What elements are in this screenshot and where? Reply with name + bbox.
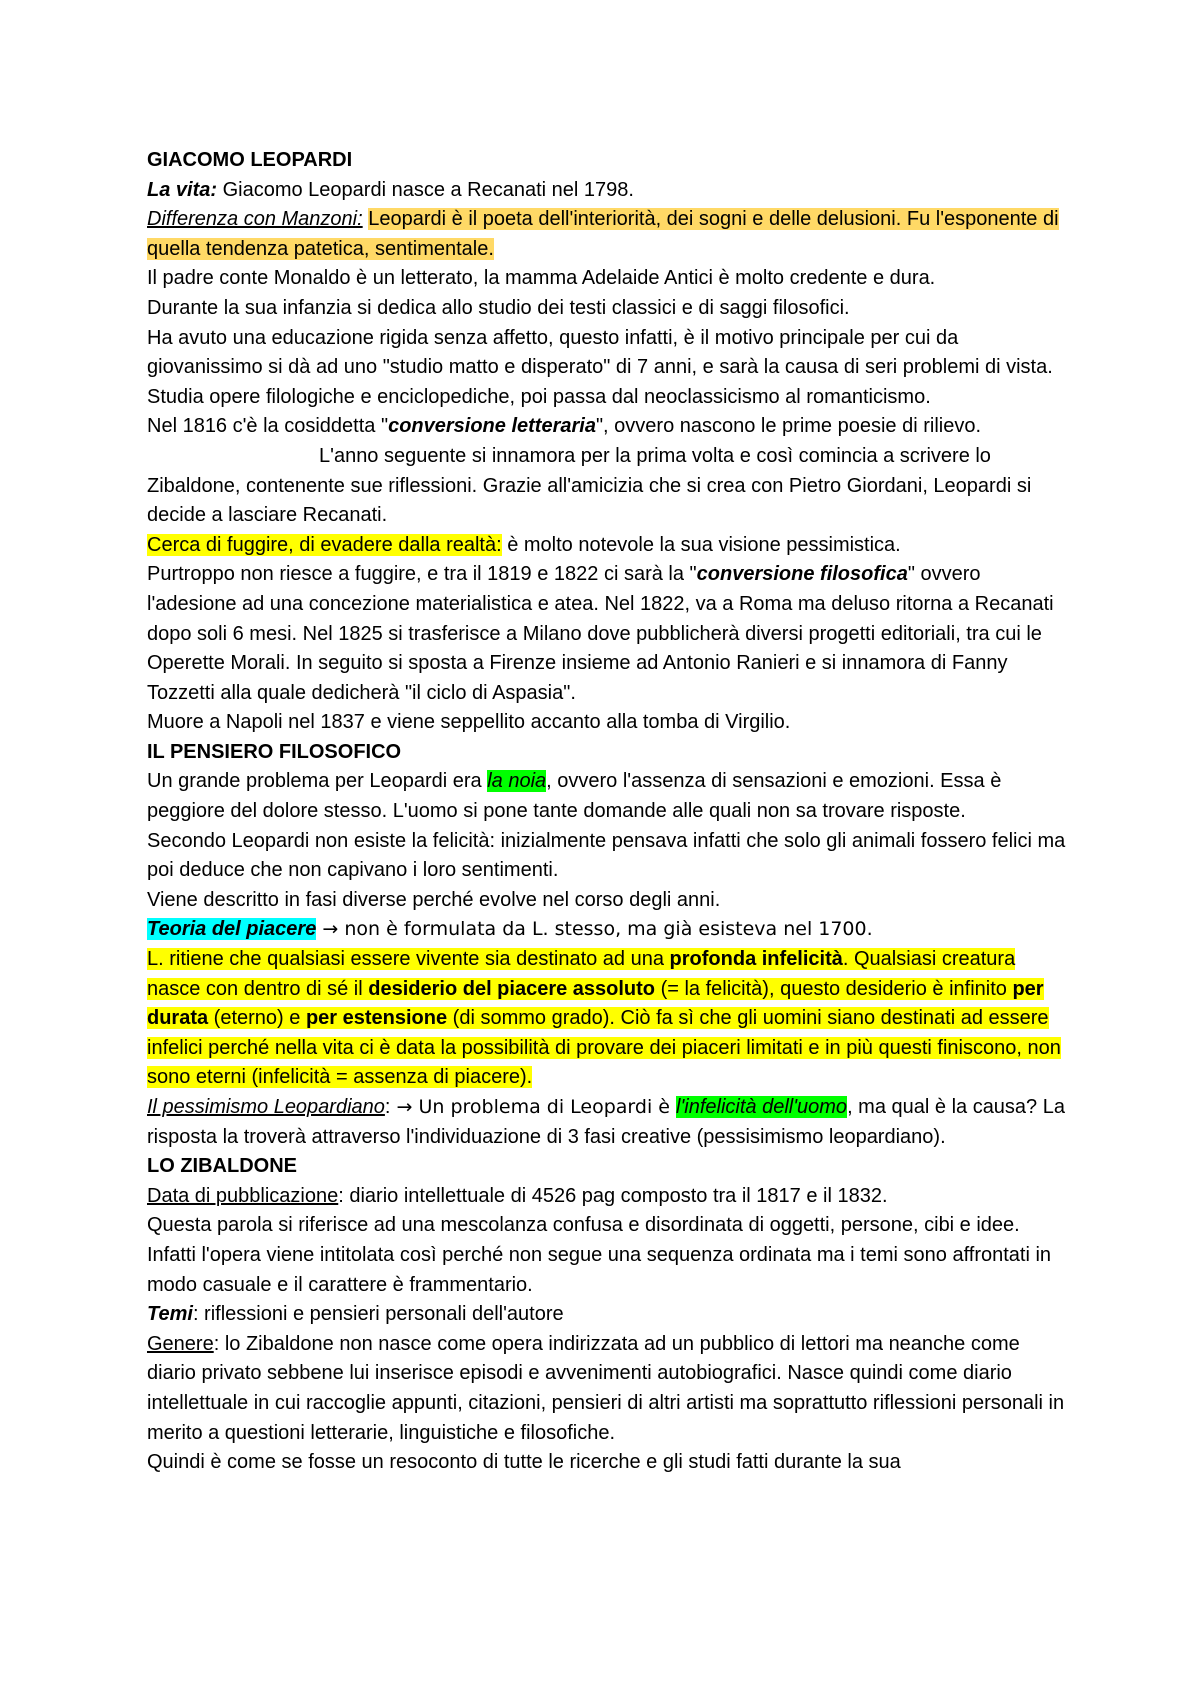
pessimismo-label: Il pessimismo Leopardiano xyxy=(147,1096,385,1118)
conversione-term: conversione letteraria xyxy=(388,415,596,438)
paragraph-noia xyxy=(147,767,1072,826)
heading-zibaldone: LO ZIBALDONE xyxy=(147,1155,297,1178)
filosofica-after: " ovvero l'adesione ad una concezione materialistica e atea. Nel 1822, va a Roma ma deluso ritorna a Recanati dopo soli 6 mesi. Nel 1825 si trasferisce a Milano dove pubblicherà diversi progetti editoriali, tra cui le Operette Morali. In seguito si sposta a Firenze insieme ad Antonio Ranieri e si innamora di Fanny Tozzetti alla quale dedicherà "il ciclo di Aspasia". xyxy=(147,563,1054,704)
teoria-label: Teoria del piacere xyxy=(147,918,317,941)
piacere-highlight xyxy=(147,948,1061,1088)
piacere-text-5: (di sommo grado). Ciò fa sì che gli uomini siano destinati ad essere infelici perché nella vita ci è data la possibilità di provare dei piaceri limitati e in più questi finiscono, non sono eterni (infelicità = assenza di piacere). xyxy=(147,1007,1061,1089)
paragraph-piacere xyxy=(147,945,1072,1093)
paragraph-manzoni xyxy=(147,205,1072,264)
piacere-text-1: L. ritiene che qualsiasi essere vivente sia destinato ad una xyxy=(147,948,670,971)
temi-label: Temi xyxy=(147,1303,193,1326)
temi-text: : riflessioni e pensieri personali dell'autore xyxy=(192,1303,564,1326)
manzoni-label: Differenza con Manzoni: xyxy=(147,208,363,231)
paragraph-data xyxy=(147,1182,1072,1212)
paragraph-parola: Questa parola si riferisce ad una mescolanza confusa e disordinata di oggetti, persone, cibi e idee. Infatti l'opera viene intitolata così perché non segue una sequenza ordinata ma i temi sono affrontati in modo casuale e il carattere è frammentario. xyxy=(147,1214,1052,1296)
piacere-text-3: (= la felicità), questo desiderio è infinito xyxy=(655,977,1013,1000)
piacere-bold-3: per durata xyxy=(147,977,1044,1030)
paragraph-vita xyxy=(147,176,1072,206)
filosofica-before: Purtroppo non riesce a fuggire, e tra il 1819 e 1822 ci sarà la " xyxy=(147,563,697,586)
paragraph-felicita: Secondo Leopardi non esiste la felicità: inizialmente pensava infatti che solo gli animali fossero felici ma poi deduce che non capivano i loro sentimenti. xyxy=(147,829,1066,882)
document-title: GIACOMO LEOPARDI xyxy=(147,149,353,171)
data-label: Data di pubblicazione xyxy=(147,1184,339,1207)
genere-label: Genere xyxy=(147,1332,214,1355)
paragraph-educazione: Ha avuto una educazione rigida senza affetto, questo infatti, è il motivo principale per cui da giovanissimo si dà ad uno "studio matto e disperato" di 7 anni, e sarà la causa di seri problemi di vista. xyxy=(147,326,1053,379)
paragraph-genere xyxy=(147,1330,1072,1448)
fuga-highlight: Cerca di fuggire, di evadere dalla realtà: xyxy=(147,533,502,556)
heading-pensiero: IL PENSIERO FILOSOFICO xyxy=(147,740,402,763)
vita-label: La vita: xyxy=(147,178,218,201)
paragraph-fuga xyxy=(147,531,1072,561)
noia-before: Un grande problema per Leopardi era xyxy=(147,770,488,793)
teoria-text: → non è formulata da L. stesso, ma già esisteva nel 1700. xyxy=(316,918,873,941)
paragraph-pessimismo xyxy=(147,1093,1072,1152)
paragraph-conversione xyxy=(147,412,1072,530)
conversione-after2: L'anno seguente si innamora per la prima volta e così comincia a scrivere lo Zibaldone, contenente sue riflessioni. Grazie all'amicizia che si crea con Pietro Giordani, Leopardi si decide a lasciare Recanati. xyxy=(147,444,1032,527)
paragraph-teoria xyxy=(147,915,1072,945)
noia-after: , ovvero l'assenza di sensazioni e emozioni. Essa è peggiore del dolore stesso. L'uomo si pone tante domande alle quali non sa trovare risposte. xyxy=(147,770,1002,823)
paragraph-infanzia: Durante la sua infanzia si dedica allo studio dei testi classici e di saggi filosofici. xyxy=(147,296,850,319)
paragraph-studia: Studia opere filologiche e enciclopediche, poi passa dal neoclassicismo al romanticismo. xyxy=(147,385,931,408)
pessimismo-colon: : xyxy=(384,1096,391,1118)
piacere-bold-2: desiderio del piacere assoluto xyxy=(368,977,656,1000)
piacere-text-2: . Qualsiasi creatura nasce con dentro di sé il xyxy=(147,948,1016,1000)
manzoni-highlight: Leopardi è il poeta dell'interiorità, dei sogni e delle delusioni. Fu l'esponente di quella tendenza patetica, sentimentale. xyxy=(147,208,1059,260)
paragraph-temi xyxy=(147,1300,1072,1330)
piacere-bold-1: profonda infelicità xyxy=(669,948,843,971)
pessimismo-after: , ma qual è la causa? La risposta la troverà attraverso l'individuazione di 3 fasi creative (pessisimismo leopardiano). xyxy=(147,1096,1065,1148)
document-body xyxy=(147,146,1072,1478)
vita-text: Giacomo Leopardi nasce a Recanati nel 1798. xyxy=(217,178,634,201)
paragraph-quindi: Quindi è come se fosse un resoconto di tutte le ricerche e gli studi fatti durante la sua xyxy=(147,1451,901,1474)
paragraph-morte: Muore a Napoli nel 1837 e viene seppellito accanto alla tomba di Virgilio. xyxy=(147,711,791,734)
piacere-bold-4: per estensione xyxy=(305,1007,448,1030)
fuga-text: è molto notevole la sua visione pessimistica. xyxy=(501,533,901,556)
genere-text: : lo Zibaldone non nasce come opera indirizzata ad un pubblico di lettori ma neanche come diario privato sebbene lui inserisce episodi e avvenimenti autobiografici. Nasce quindi come diario intellettuale in cui raccoglie appunti, citazioni, pensieri di altri artisti ma soprattutto riflessioni personali in merito a questioni letterarie, linguistiche e filosofiche. xyxy=(147,1332,1065,1444)
piacere-text-4: (eterno) e xyxy=(208,1007,306,1030)
conversione-before: Nel 1816 c'è la cosiddetta " xyxy=(147,415,389,438)
filosofica-term: conversione filosofica xyxy=(696,563,908,586)
data-text: : diario intellettuale di 4526 pag composto tra il 1817 e il 1832. xyxy=(338,1184,888,1207)
paragraph-filosofica xyxy=(147,560,1072,708)
noia-term: la noia xyxy=(487,770,547,793)
pessimismo-arrow: → Un problema di Leopardi è xyxy=(390,1096,676,1118)
paragraph-fasi: Viene descritto in fasi diverse perché evolve nel corso degli anni. xyxy=(147,888,721,911)
conversione-after1: ", ovvero nascono le prime poesie di rilievo. xyxy=(595,415,982,438)
paragraph-padre: Il padre conte Monaldo è un letterato, la mamma Adelaide Antici è molto credente e dura. xyxy=(147,267,936,290)
pessimismo-term: l'infelicità dell'uomo xyxy=(676,1096,848,1118)
